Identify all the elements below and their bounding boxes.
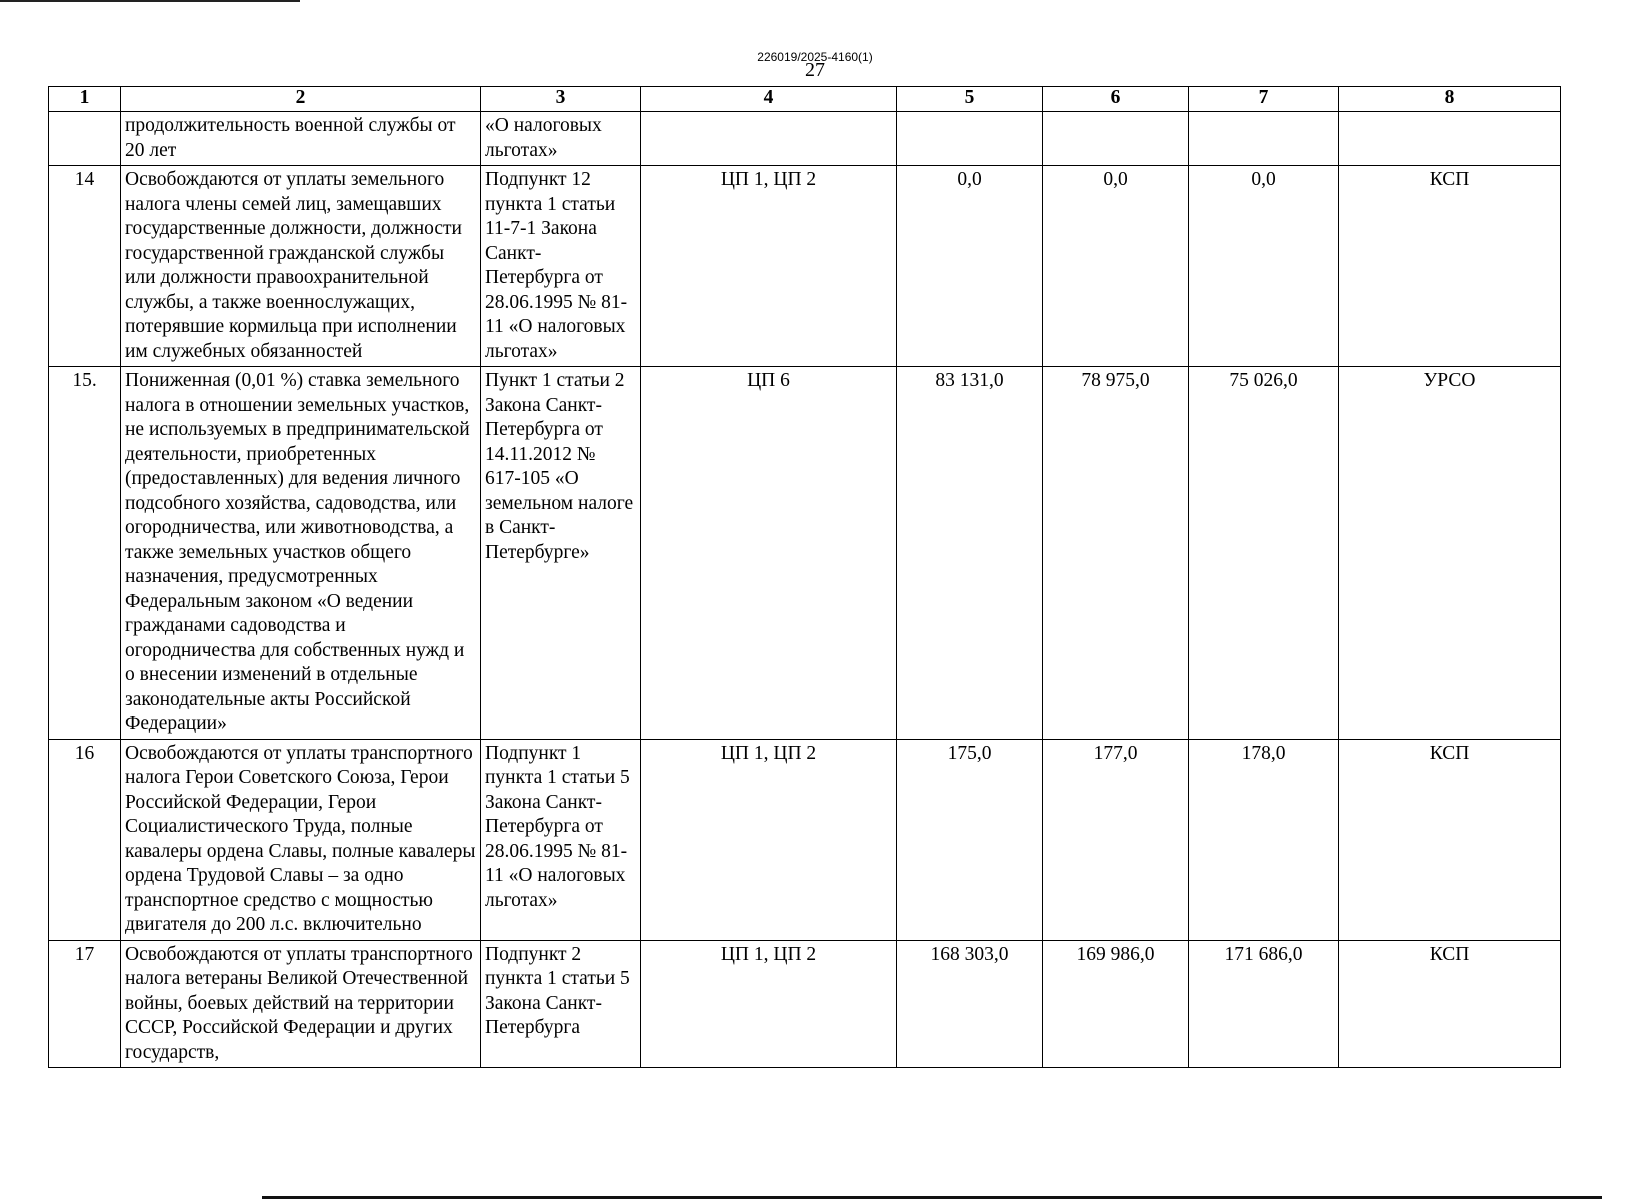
- legal-basis: Пункт 1 статьи 2 Закона Санкт-Петербурга от 14.11.2012 № 617-105 «О земельном налоге в Санкт-Петербурге»: [481, 367, 641, 740]
- value-col-6: 169 986,0: [1043, 940, 1189, 1068]
- value-col-5: 0,0: [897, 166, 1043, 367]
- value-col-6: 78 975,0: [1043, 367, 1189, 740]
- page-number: 27: [805, 59, 825, 81]
- table-row: [49, 367, 1561, 740]
- legal-basis: Подпункт 12 пункта 1 статьи 11-7-1 Закона Санкт-Петербурга от 28.06.1995 № 81-11 «О налоговых льготах»: [481, 166, 641, 367]
- col-header-4: 4: [641, 87, 897, 112]
- table-row: [49, 112, 1561, 166]
- benefit-description: Освобождаются от уплаты транспортного налога Герои Советского Союза, Герои Российской Федерации, Герои Социалистического Труда, полные кавалеры ордена Славы, полные кавалеры ордена Трудовой Славы – за одно транспортное средство с мощностью двигателя до 200 л.с. включительно: [121, 739, 481, 940]
- value-col-5: 175,0: [897, 739, 1043, 940]
- legal-basis: «О налоговых льготах»: [481, 112, 641, 166]
- value-col-6: 0,0: [1043, 166, 1189, 367]
- table-row: [49, 739, 1561, 940]
- value-col-7: 75 026,0: [1189, 367, 1339, 740]
- column-number-row: [49, 87, 1561, 112]
- row-number: 15.: [49, 367, 121, 740]
- benefit-description: Освобождаются от уплаты транспортного налога ветераны Великой Отечественной войны, боевых действий на территории СССР, Российской Федерации и других государств,: [121, 940, 481, 1068]
- table-row: [49, 940, 1561, 1068]
- col-header-1: 1: [49, 87, 121, 112]
- row-number: 14: [49, 166, 121, 367]
- row-number: [49, 112, 121, 166]
- curator-org: УРСО: [1339, 367, 1561, 740]
- tax-benefits-table: [48, 86, 1561, 1068]
- document-id: 226019/2025-4160(1): [757, 50, 873, 64]
- value-col-7: 171 686,0: [1189, 940, 1339, 1068]
- target-goals: [641, 112, 897, 166]
- benefit-description: Пониженная (0,01 %) ставка земельного налога в отношении земельных участков, не используемых в предпринимательской деятельности, приобретенных (предоставленных) для ведения личного подсобного хозяйства, садоводства, или огородничества, или животноводства, а также земельных участков общего назначения, предусмотренных Федеральным законом «О ведении гражданами садоводства и огородничества для собственных нужд и о внесении изменений в отдельные законодательные акты Российской Федерации»: [121, 367, 481, 740]
- col-header-3: 3: [481, 87, 641, 112]
- legal-basis: Подпункт 1 пункта 1 статьи 5 Закона Санкт-Петербурга от 28.06.1995 № 81-11 «О налоговых льготах»: [481, 739, 641, 940]
- curator-org: КСП: [1339, 739, 1561, 940]
- curator-org: КСП: [1339, 166, 1561, 367]
- value-col-5: 83 131,0: [897, 367, 1043, 740]
- row-number: 16: [49, 739, 121, 940]
- value-col-6: 177,0: [1043, 739, 1189, 940]
- benefit-description: Освобождаются от уплаты земельного налога члены семей лиц, замещавших государственные должности, должности государственной гражданской службы или должности правоохранительной службы, а также военнослужащих, потерявшие кормильца при исполнении им служебных обязанностей: [121, 166, 481, 367]
- scan-edge-line: [0, 0, 300, 2]
- col-header-5: 5: [897, 87, 1043, 112]
- target-goals: ЦП 1, ЦП 2: [641, 739, 897, 940]
- table-row: [49, 166, 1561, 367]
- value-col-7: [1189, 112, 1339, 166]
- col-header-2: 2: [121, 87, 481, 112]
- curator-org: [1339, 112, 1561, 166]
- col-header-6: 6: [1043, 87, 1189, 112]
- value-col-7: 178,0: [1189, 739, 1339, 940]
- curator-org: КСП: [1339, 940, 1561, 1068]
- target-goals: ЦП 1, ЦП 2: [641, 166, 897, 367]
- row-number: 17: [49, 940, 121, 1068]
- value-col-7: 0,0: [1189, 166, 1339, 367]
- legal-basis: Подпункт 2 пункта 1 статьи 5 Закона Санкт-Петербурга: [481, 940, 641, 1068]
- target-goals: ЦП 6: [641, 367, 897, 740]
- benefit-description: продолжительность военной службы от 20 лет: [121, 112, 481, 166]
- value-col-5: 168 303,0: [897, 940, 1043, 1068]
- scan-edge-line: [262, 1196, 1602, 1199]
- value-col-5: [897, 112, 1043, 166]
- target-goals: ЦП 1, ЦП 2: [641, 940, 897, 1068]
- col-header-8: 8: [1339, 87, 1561, 112]
- value-col-6: [1043, 112, 1189, 166]
- col-header-7: 7: [1189, 87, 1339, 112]
